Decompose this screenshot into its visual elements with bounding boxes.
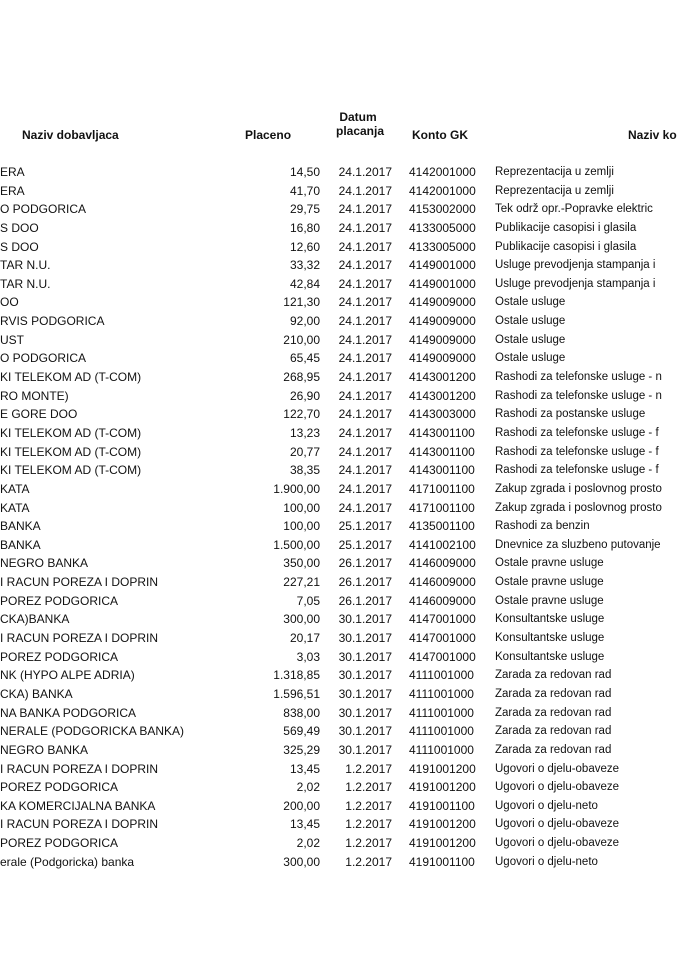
account-name-cell: Ugovori o djelu-neto [495,799,598,812]
account-name-cell: Publikacije casopisi i glasila [495,221,637,234]
supplier-cell: S DOO [0,220,39,235]
account-name-cell: Konsultantske usluge [495,632,605,645]
konto-cell: 4111001000 [409,668,474,683]
account-name-cell: Ostale pravne usluge [495,576,604,589]
supplier-cell: E GORE DOO [0,407,78,422]
table-row [0,666,679,685]
date-cell: 24.1.2017 [338,351,392,366]
konto-cell: 4191001200 [409,817,476,832]
table-row [0,685,679,704]
account-name-cell: Usluge prevodjenja stampanja i [495,259,656,272]
table-row [0,275,679,294]
date-cell: 30.1.2017 [338,668,392,683]
konto-cell: 4191001100 [409,798,475,813]
account-name-cell: Rashodi za benzin [495,520,590,533]
date-cell: 24.1.2017 [338,183,392,198]
date-cell: 1.2.2017 [345,854,392,869]
paid-cell: 350,00 [283,556,320,571]
supplier-cell: I RACUN POREZA I DOPRIN [0,817,159,832]
supplier-cell: NERALE (PODGORICKA BANKA) [0,724,185,739]
table-row [0,387,679,406]
table-row [0,424,679,443]
header-paid: Placeno [245,128,292,142]
account-name-cell: Zarada za redovan rad [495,725,612,738]
account-name-cell: Zakup zgrada i poslovnog prosto [495,501,662,514]
date-cell: 24.1.2017 [338,165,392,179]
supplier-cell: O PODGORICA [0,351,87,366]
table-row [0,741,679,760]
date-cell: 24.1.2017 [338,425,392,440]
konto-cell: 4143001200 [409,370,476,385]
date-cell: 26.1.2017 [338,575,392,590]
account-name-cell: Reprezentacija u zemlji [495,166,614,178]
date-cell: 24.1.2017 [338,239,392,254]
supplier-cell: ERA [0,183,25,198]
konto-cell: 4171001100 [409,500,475,515]
konto-cell: 4149009000 [409,332,476,347]
supplier-cell: KATA [0,481,30,496]
supplier-cell: NK (HYPO ALPE ADRIA) [0,668,135,683]
supplier-cell: TAR N.U. [0,276,51,291]
account-name-cell: Zarada za redovan rad [495,669,612,682]
account-name-cell: Ugovori o djelu-obaveze [495,837,620,850]
paid-cell: 122,70 [283,407,320,422]
date-cell: 24.1.2017 [338,314,392,329]
supplier-cell: POREZ PODGORICA [0,593,119,608]
table-row [0,760,679,779]
konto-cell: 4149009000 [409,314,476,329]
paid-cell: 227,21 [283,575,320,590]
date-cell: 26.1.2017 [338,556,392,571]
konto-cell: 4171001100 [409,481,475,496]
date-cell: 24.1.2017 [338,258,392,273]
supplier-cell: UST [0,332,24,347]
konto-cell: 4153002000 [409,202,476,217]
account-name-cell: Rashodi za telefonske usluge - f [495,464,659,477]
paid-cell: 2,02 [296,780,320,795]
paid-cell: 12,60 [289,239,320,254]
supplier-cell: NEGRO BANKA [0,556,89,571]
account-name-cell: Ostale pravne usluge [495,594,604,607]
supplier-cell: NA BANKA PODGORICA [0,705,137,720]
paid-cell: 121,30 [283,295,320,310]
table-row [0,629,679,648]
table-row [0,182,679,201]
table-row [0,573,679,592]
table-row [0,778,679,797]
konto-cell: 4143001100 [409,463,475,478]
header-date-line1: Datum [339,110,377,124]
konto-cell: 4149001000 [409,276,476,291]
account-name-cell: Rashodi za telefonske usluge - f [495,426,659,439]
supplier-cell: O PODGORICA [0,202,87,217]
supplier-cell: I RACUN POREZA I DOPRIN [0,761,159,776]
table-row [0,480,679,499]
account-name-cell: Ostale usluge [495,315,566,328]
paid-cell: 26,90 [289,388,320,403]
paid-cell: 3,03 [296,649,320,664]
account-name-cell: Ugovori o djelu-obaveze [495,781,620,794]
date-cell: 1.2.2017 [345,780,392,795]
paid-cell: 20,17 [289,631,320,646]
konto-cell: 4111001000 [409,742,474,757]
paid-cell: 42,84 [289,276,320,291]
date-cell: 30.1.2017 [338,705,392,720]
konto-cell: 4147001000 [409,612,476,627]
konto-cell: 4191001200 [409,836,476,851]
konto-cell: 4191001200 [409,780,476,795]
date-cell: 24.1.2017 [338,481,392,496]
supplier-cell: ERA [0,165,25,179]
account-name-cell: Rashodi za telefonske usluge - n [495,389,662,402]
table-row [0,797,679,816]
konto-cell: 4133005000 [409,239,476,254]
table-row [0,461,679,480]
paid-cell: 1.318,85 [273,668,320,683]
paid-cell: 33,32 [289,258,320,273]
table-row [0,443,679,462]
date-cell: 30.1.2017 [338,649,392,664]
paid-cell: 300,00 [283,854,320,869]
paid-cell: 569,49 [283,724,320,739]
paid-cell: 16,80 [289,220,320,235]
paid-cell: 1.500,00 [273,537,320,552]
konto-cell: 4143001200 [409,388,476,403]
date-cell: 1.2.2017 [345,836,392,851]
table-row [0,536,679,555]
paid-cell: 1.596,51 [273,686,320,701]
date-cell: 1.2.2017 [345,761,392,776]
konto-cell: 4111001000 [409,686,474,701]
date-cell: 24.1.2017 [338,388,392,403]
account-name-cell: Rashodi za telefonske usluge - f [495,445,659,458]
table-row [0,592,679,611]
konto-cell: 4133005000 [409,220,476,235]
konto-cell: 4142001000 [409,183,476,198]
paid-cell: 325,29 [283,742,320,757]
paid-cell: 14,50 [289,165,320,179]
konto-cell: 4149001000 [409,258,476,273]
table-row [0,200,679,219]
table-row [0,722,679,741]
account-name-cell: Zarada za redovan rad [495,687,612,700]
konto-cell: 4141002100 [409,537,476,552]
table-row [0,499,679,518]
account-name-cell: Tek održ opr.-Popravke elektric [495,203,653,216]
paid-cell: 2,02 [296,836,320,851]
table-row [0,648,679,667]
supplier-cell: KATA [0,500,30,515]
date-cell: 30.1.2017 [338,724,392,739]
supplier-cell: BANKA [0,537,41,552]
supplier-cell: POREZ PODGORICA [0,836,119,851]
date-cell: 24.1.2017 [338,220,392,235]
konto-cell: 4149009000 [409,295,476,310]
account-name-cell: Ostale pravne usluge [495,557,604,570]
konto-cell: 4146009000 [409,593,476,608]
account-name-cell: Konsultantske usluge [495,613,605,626]
account-name-cell: Zakup zgrada i poslovnog prosto [495,482,662,495]
date-cell: 1.2.2017 [345,798,392,813]
supplier-cell: I RACUN POREZA I DOPRIN [0,575,159,590]
konto-cell: 4146009000 [409,556,476,571]
account-name-cell: Ostale usluge [495,333,566,346]
account-name-cell: Ugovori o djelu-obaveze [495,762,620,775]
date-cell: 1.2.2017 [345,817,392,832]
konto-cell: 4135001100 [409,519,475,534]
account-name-cell: Reprezentacija u zemlji [495,184,614,197]
account-name-cell: Zarada za redovan rad [495,743,612,756]
supplier-cell: KI TELEKOM AD (T-COM) [0,370,142,385]
paid-cell: 20,77 [289,444,320,459]
paid-cell: 29,75 [289,202,320,217]
paid-cell: 92,00 [289,314,320,329]
paid-cell: 268,95 [283,370,320,385]
supplier-cell: BANKA [0,519,41,534]
table-row [0,163,679,182]
supplier-cell: OO [0,295,19,310]
account-name-cell: Rashodi za telefonske usluge - n [495,371,662,384]
paid-cell: 13,45 [289,817,320,832]
header-date-line2: placanja [336,124,385,138]
paid-cell: 13,23 [289,425,320,440]
paid-cell: 41,70 [289,183,320,198]
paid-cell: 65,45 [289,351,320,366]
date-cell: 24.1.2017 [338,332,392,347]
konto-cell: 4149009000 [409,351,476,366]
konto-cell: 4143003000 [409,407,476,422]
paid-cell: 1.900,00 [273,481,320,496]
header-supplier: Naziv dobavljaca [22,128,119,142]
supplier-cell: KI TELEKOM AD (T-COM) [0,425,142,440]
table-row [0,238,679,257]
paid-cell: 100,00 [283,500,320,515]
date-cell: 26.1.2017 [338,593,392,608]
account-name-cell: Zarada za redovan rad [495,706,612,719]
konto-cell: 4142001000 [409,165,476,179]
date-cell: 24.1.2017 [338,407,392,422]
paid-cell: 210,00 [283,332,320,347]
account-name-cell: Dnevnice za sluzbeno putovanje [495,538,661,551]
table-row [0,853,679,872]
supplier-cell: KI TELEKOM AD (T-COM) [0,463,142,478]
table-row [0,293,679,312]
paid-cell: 300,00 [283,612,320,627]
konto-cell: 4111001000 [409,724,474,739]
supplier-cell: POREZ PODGORICA [0,649,119,664]
supplier-cell: CKA) BANKA [0,686,73,701]
date-cell: 24.1.2017 [338,444,392,459]
account-name-cell: Konsultantske usluge [495,650,605,663]
konto-cell: 4146009000 [409,575,476,590]
account-name-cell: Publikacije casopisi i glasila [495,240,637,253]
table-row [0,704,679,723]
supplier-cell: KI TELEKOM AD (T-COM) [0,444,142,459]
payments-table [0,163,679,871]
table-row [0,610,679,629]
table-row [0,517,679,536]
date-cell: 24.1.2017 [338,276,392,291]
account-name-cell: Rashodi za postanske usluge [495,408,646,421]
account-name-cell: Ostale usluge [495,296,566,309]
table-row [0,349,679,368]
date-cell: 24.1.2017 [338,370,392,385]
paid-cell: 838,00 [283,705,320,720]
supplier-cell: erale (Podgoricka) banka [0,854,135,869]
date-cell: 25.1.2017 [338,537,392,552]
paid-cell: 13,45 [289,761,320,776]
konto-cell: 4191001200 [409,761,476,776]
account-name-cell: Ugovori o djelu-obaveze [495,818,620,831]
date-cell: 24.1.2017 [338,463,392,478]
paid-cell: 38,35 [289,463,320,478]
account-name-cell: Ostale usluge [495,352,566,365]
supplier-cell: TAR N.U. [0,258,51,273]
konto-cell: 4191001100 [409,854,475,869]
paid-cell: 100,00 [283,519,320,534]
date-cell: 30.1.2017 [338,612,392,627]
konto-cell: 4111001000 [409,705,474,720]
konto-cell: 4147001000 [409,649,476,664]
table-row [0,219,679,238]
table-row [0,554,679,573]
date-cell: 24.1.2017 [338,295,392,310]
table-row [0,312,679,331]
table-row [0,815,679,834]
supplier-cell: POREZ PODGORICA [0,780,119,795]
konto-cell: 4143001100 [409,444,475,459]
date-cell: 24.1.2017 [338,202,392,217]
paid-cell: 7,05 [296,593,320,608]
date-cell: 30.1.2017 [338,686,392,701]
table-row [0,331,679,350]
header-konto: Konto GK [412,128,468,142]
table-row [0,256,679,275]
date-cell: 30.1.2017 [338,742,392,757]
supplier-cell: S DOO [0,239,39,254]
supplier-cell: RVIS PODGORICA [0,314,105,329]
date-cell: 30.1.2017 [338,631,392,646]
header-payment-date [336,110,385,138]
table-row [0,405,679,424]
supplier-cell: KA KOMERCIJALNA BANKA [0,798,156,813]
supplier-cell: I RACUN POREZA I DOPRIN [0,631,159,646]
date-cell: 24.1.2017 [338,500,392,515]
table-row [0,834,679,853]
supplier-cell: CKA)BANKA [0,612,70,627]
paid-cell: 200,00 [283,798,320,813]
konto-cell: 4147001000 [409,631,476,646]
account-name-cell: Usluge prevodjenja stampanja i [495,277,656,290]
account-name-cell: Ugovori o djelu-neto [495,855,598,868]
konto-cell: 4143001100 [409,425,475,440]
supplier-cell: NEGRO BANKA [0,742,89,757]
table-row [0,368,679,387]
date-cell: 25.1.2017 [338,519,392,534]
supplier-cell: RO MONTE) [0,388,69,403]
header-account-name: Naziv ko [628,128,677,142]
